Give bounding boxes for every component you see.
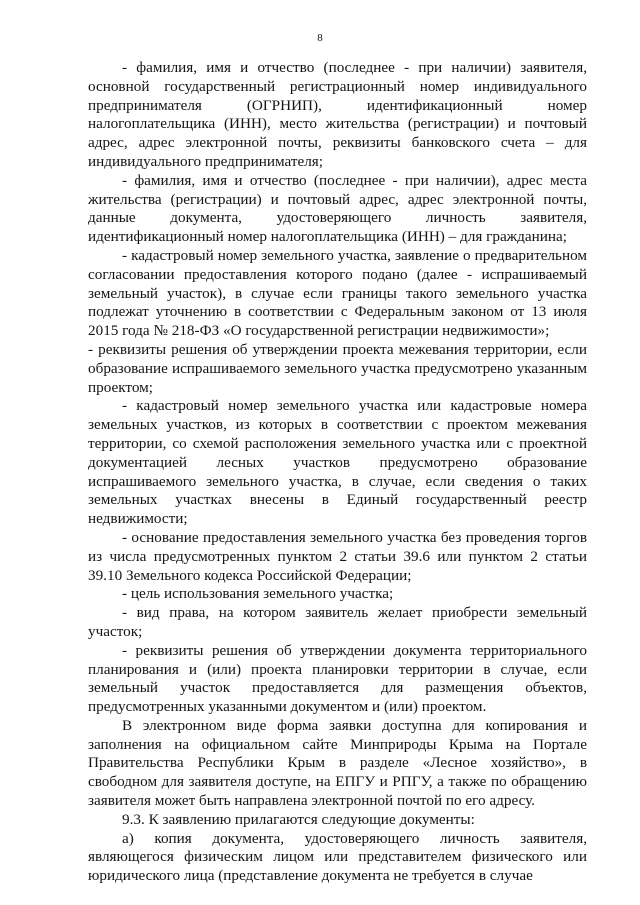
list-item-planning-decision: - реквизиты решения об утверждении документа территориального планирования и (или) проекта планировки территории в случае, если земельный участок предоставляется для размещения объектов, предусмотренных указанными документом и (или) проектом. <box>88 641 587 716</box>
list-item-citizen-details: - фамилия, имя и отчество (последнее - при наличии), адрес места жительства (регистрации) и почтовый адрес, адрес электронной почты, данные документа, удостоверяющего личность заявителя, идентификационный номер налогоплательщика (ИНН) – для гражданина; <box>88 171 587 246</box>
list-item-purpose-of-use: - цель использования земельного участка; <box>122 585 394 603</box>
page-number: 8 <box>317 32 323 44</box>
section-heading-9-3: 9.3. К заявлению прилагаются следующие документы: <box>122 810 475 828</box>
list-item-cadastral-number: - кадастровый номер земельного участка, заявление о предварительном согласовании предоставления которого подано (далее - испрашиваемый земельный участок), в случае если границы такого земельного участка подлежат уточнению в соответствии с Федеральным законом от 13 июля 2015 года № 218-ФЗ «О государственной регистрации недвижимости»; <box>88 246 587 340</box>
list-item-source-land-plots: - кадастровый номер земельного участка или кадастровые номера земельных участков, из которых в соответствии с проектом межевания территории, со схемой расположения земельного участка или с проектной документацией лесных участков предусмотрено образование испрашиваемого земельного участка, в случае, если сведения о таких земельных участках внесены в Единый государственный реестр недвижимости; <box>88 397 587 528</box>
list-item-entrepreneur-details: - фамилия, имя и отчество (последнее - при наличии) заявителя, основной государственный регистрационный номер индивидуального предпринимателя (ОГРНИП), идентификационный номер налогоплательщика (ИНН), место жительства (регистрации) и почтовый адрес, адрес электронной почты, реквизиты банковского счета – для индивидуального предпринимателя; <box>88 59 587 170</box>
list-item-land-survey-decision: - реквизиты решения об утверждении проекта межевания территории, если образование испрашиваемого земельного участка предусмотрено указанным проектом; <box>88 340 587 396</box>
list-item-identity-document: а) копия документа, удостоверяющего личность заявителя, являющегося физическим лицом или представителем физического или юридического лица (представление документа не требуется в случае <box>88 829 587 885</box>
document-body <box>88 59 587 886</box>
list-item-grounds-without-tender: - основание предоставления земельного участка без проведения торгов из числа предусмотренных пунктом 2 статьи 39.6 или пунктом 2 статьи 39.10 Земельного кодекса Российской Федерации; <box>88 528 587 584</box>
paragraph-electronic-form: В электронном виде форма заявки доступна для копирования и заполнения на официальном сайте Минприроды Крыма на Портале Правительства Республики Крым в разделе «Лесное хозяйство», в свободном для заявителя доступе, на ЕПГУ и РПГУ, а также по обращению заявителя может быть направлена электронной почтой по его адресу. <box>88 716 587 810</box>
list-item-type-of-right: - вид права, на котором заявитель желает приобрести земельный участок; <box>88 604 587 640</box>
